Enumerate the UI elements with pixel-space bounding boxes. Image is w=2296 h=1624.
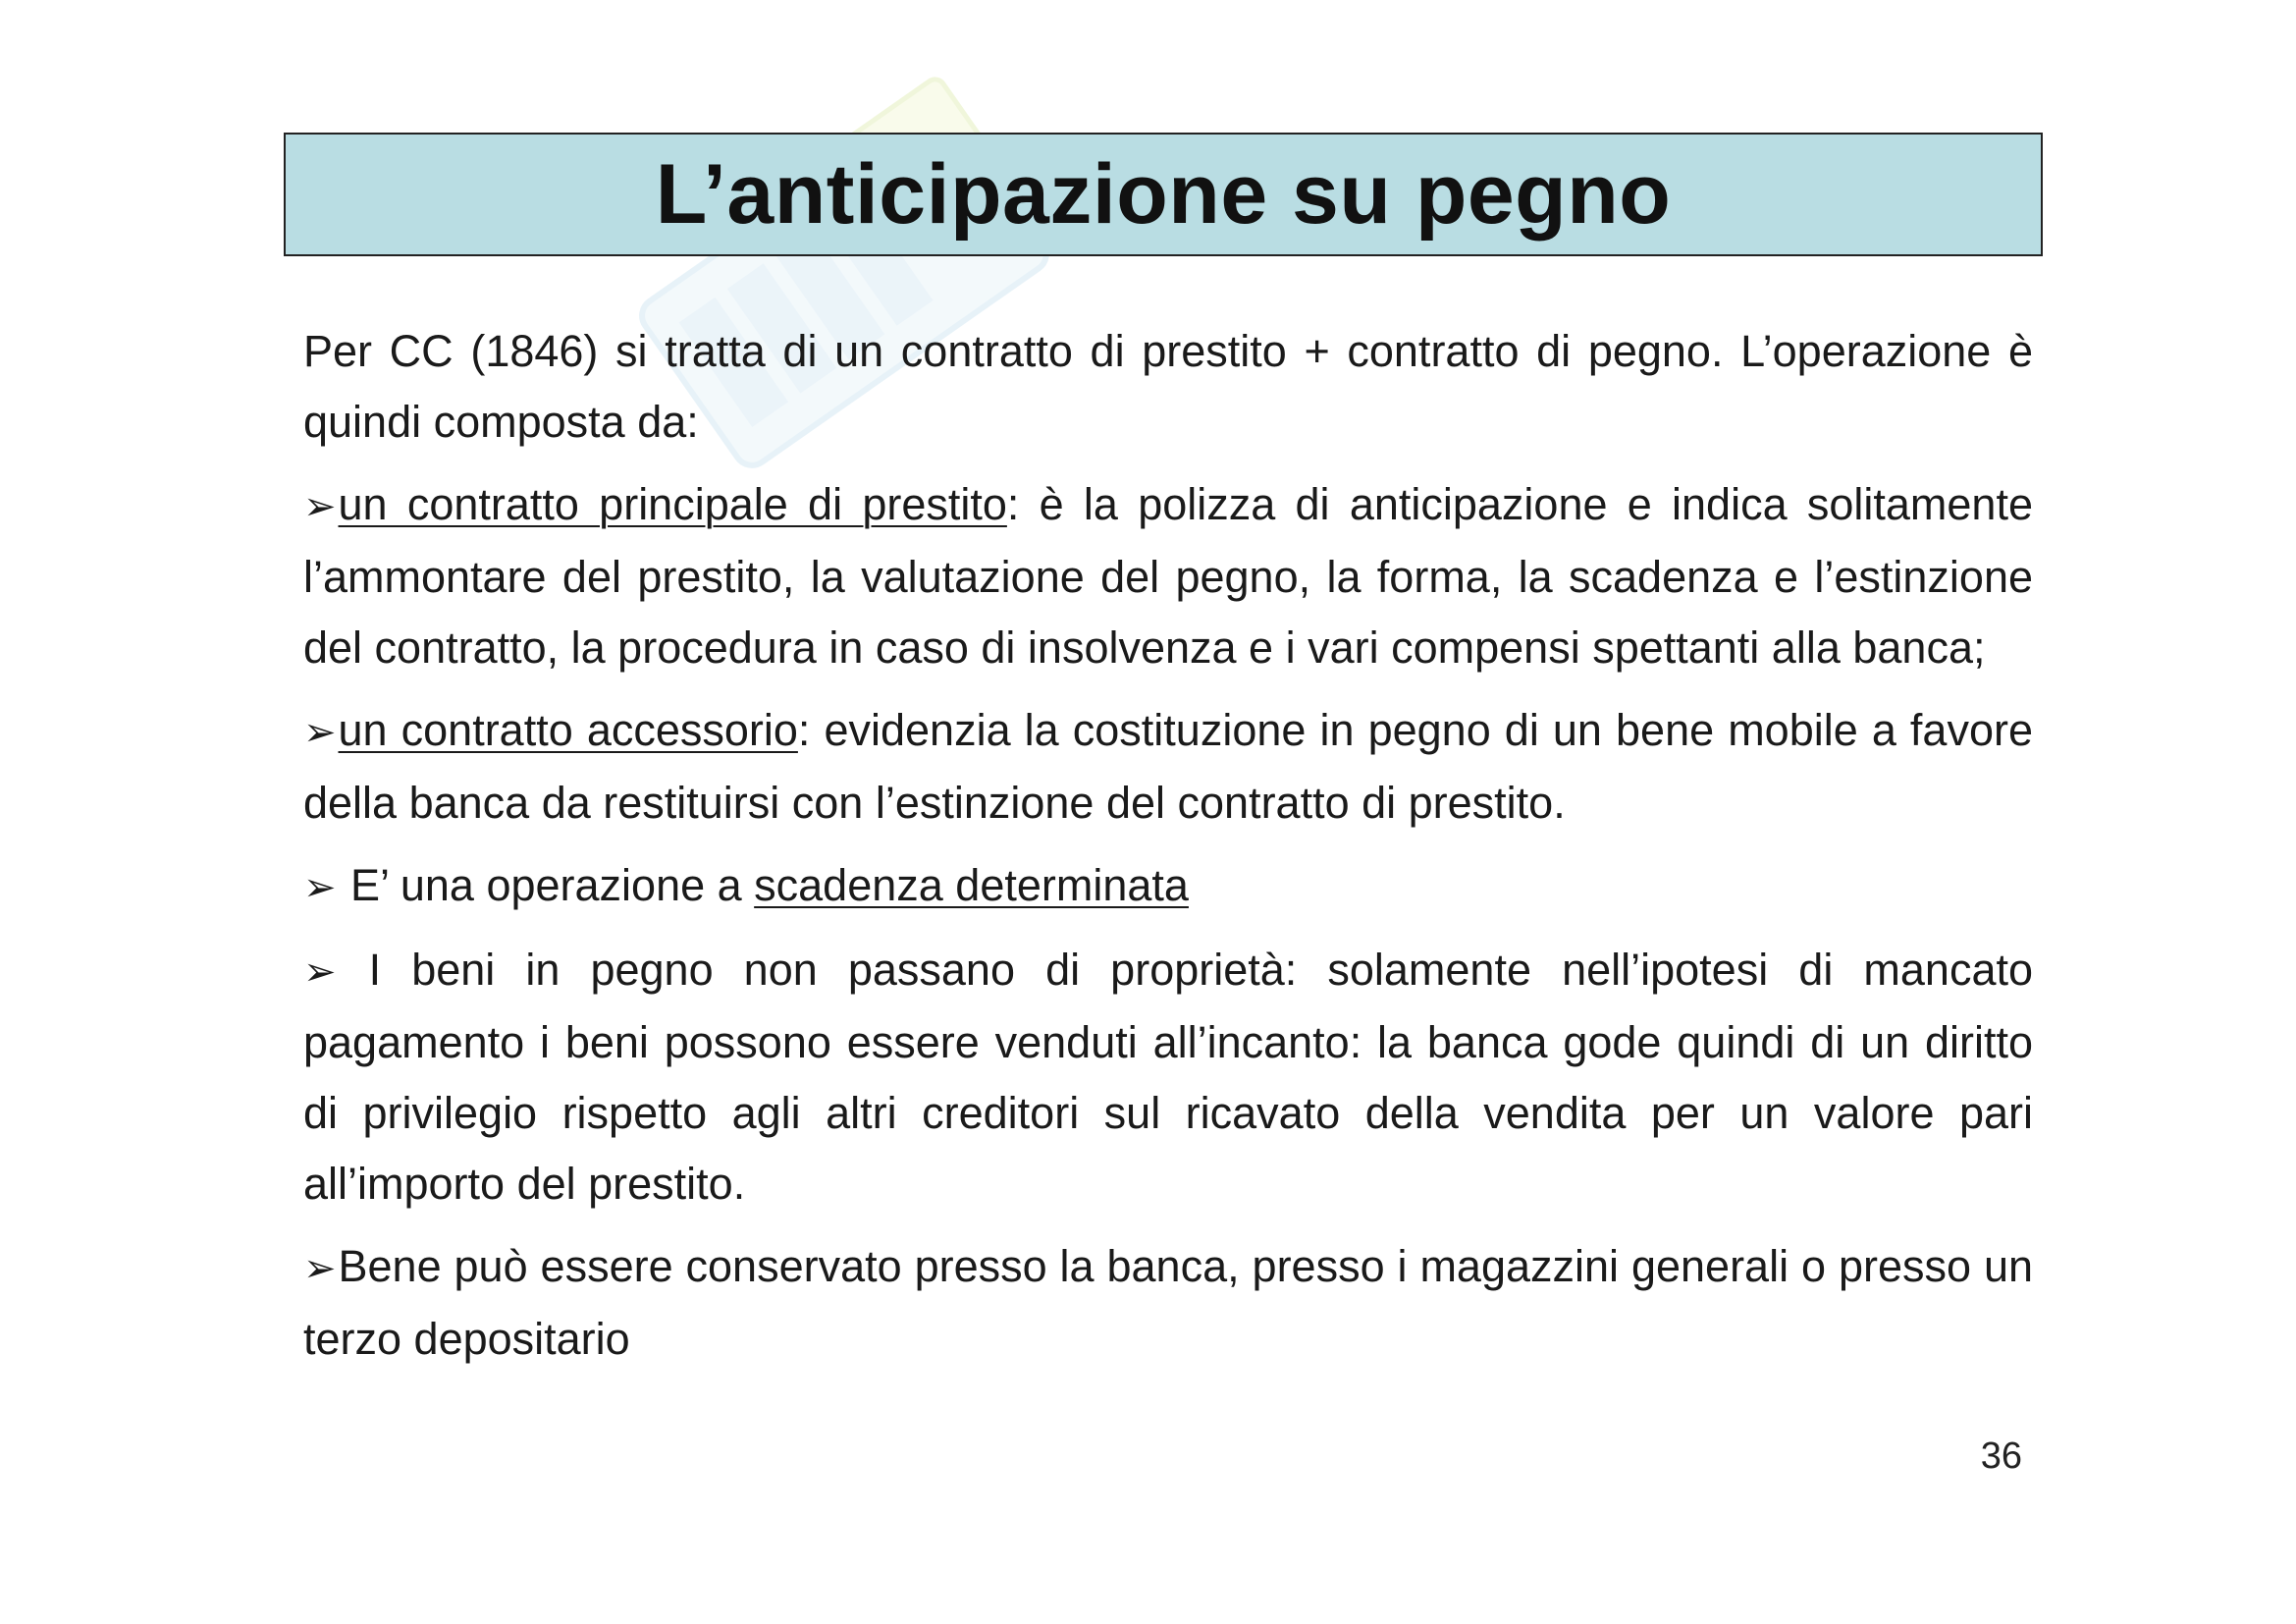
page-number: 36 <box>1980 1435 2022 1477</box>
arrow-bullet-icon: ➢ <box>303 949 337 995</box>
title-banner <box>284 133 2043 256</box>
bullet-principal-contract-term: un contratto principale di prestito <box>338 479 1007 529</box>
intro-paragraph: Per CC (1846) si tratta di un contratto di prestito + contratto di pegno. L’operazione è quindi composta da: <box>303 326 2033 447</box>
bullet-principal-contract-text: : è la polizza di anticipazione e indica solitamente l’ammontare del prestito, la valutazione del pegno, la forma, la scadenza e l’estinzione del contratto, la procedura in caso di insolvenza e i vari compensi spettanti alla banca; <box>303 479 2033 673</box>
bullet-storage <box>303 1231 2033 1375</box>
arrow-bullet-icon: ➢ <box>303 865 337 910</box>
bullet-accessory-contract-term: un contratto accessorio <box>338 705 798 755</box>
arrow-bullet-icon: ➢ <box>303 710 337 755</box>
arrow-bullet-icon: ➢ <box>303 484 337 529</box>
bullet-fixed-term-term: scadenza determinata <box>754 860 1189 910</box>
bullet-storage-text: Bene può essere conservato presso la banca, presso i magazzini generali o presso un terzo depositario <box>303 1241 2033 1364</box>
bullet-fixed-term <box>303 850 2033 923</box>
arrow-bullet-icon: ➢ <box>303 1246 337 1291</box>
bullet-ownership-text: I beni in pegno non passano di proprietà: solamente nell’ipotesi di mancato pagamento i beni possono essere venduti all’incanto: la banca gode quindi di un diritto di privilegio rispetto agli altri creditori sul ricavato della vendita per un valore pari all’importo del prestito. <box>303 945 2033 1209</box>
bullet-accessory-contract-text: : evidenzia la costituzione in pegno di un bene mobile a favore della banca da restituirsi con l’estinzione del contratto di prestito. <box>303 705 2033 828</box>
slide-content <box>303 316 2033 1386</box>
bullet-ownership <box>303 935 2033 1219</box>
bullet-accessory-contract <box>303 695 2033 839</box>
bullet-fixed-term-text: E’ una operazione a <box>338 860 755 910</box>
bullet-principal-contract <box>303 469 2033 683</box>
slide-title: L’anticipazione su pegno <box>655 146 1672 242</box>
